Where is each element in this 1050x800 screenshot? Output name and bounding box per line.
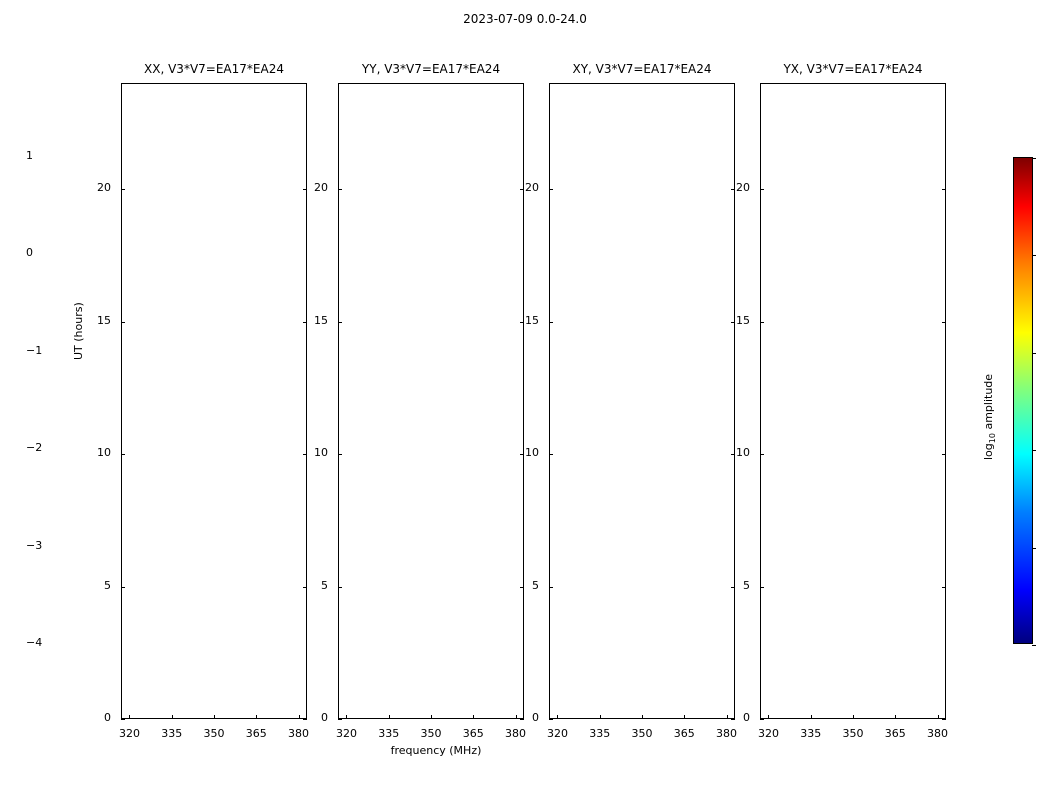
y-tick — [338, 189, 342, 190]
x-tick-label: 365 — [245, 727, 267, 740]
panel-xx — [97, 62, 310, 740]
x-tick — [938, 715, 939, 719]
colorbar-tick-label: −3 — [26, 538, 43, 552]
figure-suptitle: 2023-07-09 0.0-24.0 — [463, 12, 587, 26]
x-tick-label: 365 — [884, 727, 906, 740]
y-tick-label: 10 — [314, 446, 328, 459]
y-tick — [121, 322, 125, 323]
x-tick-label: 365 — [462, 727, 484, 740]
x-tick — [214, 715, 215, 719]
y-tick — [121, 719, 125, 720]
x-tick-label: 320 — [335, 727, 357, 740]
y-tick — [760, 189, 764, 190]
y-tick-right — [942, 189, 946, 190]
panel-yy — [314, 62, 527, 740]
x-tick-label: 380 — [927, 727, 949, 740]
x-axis-label: frequency (MHz) — [390, 744, 482, 757]
colorbar-tick-label: 1 — [26, 149, 33, 162]
y-tick-label: 10 — [97, 446, 111, 459]
y-tick — [338, 719, 342, 720]
x-tick — [600, 715, 601, 719]
x-tick — [473, 715, 474, 719]
colorbar-label — [982, 374, 997, 460]
x-tick-label: 380 — [288, 727, 310, 740]
y-tick — [549, 454, 553, 455]
x-tick-label: 350 — [203, 727, 225, 740]
x-tick-label: 335 — [589, 727, 611, 740]
x-tick — [768, 715, 769, 719]
x-tick-label: 335 — [800, 727, 822, 740]
x-tick — [811, 715, 812, 719]
colorbar-tick — [1032, 255, 1036, 256]
x-tick-label: 335 — [161, 727, 183, 740]
x-tick — [895, 715, 896, 719]
y-tick-label: 15 — [525, 313, 539, 327]
panel-yx-axes — [760, 83, 946, 719]
x-tick-label: 320 — [118, 727, 140, 740]
y-tick — [338, 587, 342, 588]
y-tick-label: 0 — [321, 711, 328, 724]
colorbar-tick-label: −4 — [26, 636, 43, 649]
y-tick — [121, 587, 125, 588]
x-tick — [256, 715, 257, 719]
y-tick-label: 15 — [314, 313, 328, 327]
colorbar-label-base: log — [982, 443, 995, 460]
y-tick-label: 20 — [314, 181, 328, 194]
x-tick — [642, 715, 643, 719]
x-tick-label: 320 — [546, 727, 568, 740]
colorbar-tick — [1032, 353, 1036, 354]
x-tick-label: 380 — [505, 727, 527, 740]
y-tick-right — [942, 719, 946, 720]
y-tick — [121, 454, 125, 455]
x-tick — [431, 715, 432, 719]
y-tick — [549, 322, 553, 323]
y-tick — [760, 322, 764, 323]
x-tick-label: 380 — [716, 727, 738, 740]
x-tick-label: 365 — [673, 727, 695, 740]
y-tick — [121, 189, 125, 190]
panel-xy — [525, 62, 738, 740]
y-tick — [760, 719, 764, 720]
y-tick-label: 20 — [97, 181, 111, 194]
panel-xy-axes — [549, 83, 735, 719]
x-tick-label: 350 — [631, 727, 653, 740]
y-tick-right — [942, 587, 946, 588]
y-tick — [549, 719, 553, 720]
y-tick — [760, 454, 764, 455]
x-tick-label: 350 — [420, 727, 442, 740]
x-tick-label: 320 — [757, 727, 779, 740]
colorbar-tick-label: −1 — [26, 343, 43, 357]
y-tick-label: 15 — [736, 313, 750, 327]
panel-yy-title: YY, V3*V7=EA17*EA24 — [361, 62, 501, 76]
y-tick-label: 5 — [321, 578, 328, 592]
y-tick — [760, 587, 764, 588]
x-tick-label: 335 — [378, 727, 400, 740]
panel-yx — [736, 62, 949, 740]
y-tick-label: 5 — [104, 578, 111, 592]
colorbar-label-tail: amplitude — [982, 373, 995, 434]
x-tick — [172, 715, 173, 719]
colorbar-label-sub: 10 — [988, 433, 998, 444]
y-tick — [338, 454, 342, 455]
panel-yx-title: YX, V3*V7=EA17*EA24 — [783, 62, 923, 76]
y-tick-label: 20 — [736, 181, 750, 194]
y-tick — [338, 322, 342, 323]
y-tick-label: 5 — [743, 578, 750, 592]
x-tick — [129, 715, 130, 719]
y-tick-label: 0 — [532, 711, 539, 724]
x-tick-label: 350 — [842, 727, 864, 740]
colorbar-extend-min — [1013, 646, 1033, 653]
y-tick-label: 15 — [97, 313, 111, 327]
y-axis-label: UT (hours) — [72, 302, 85, 360]
colorbar-tick — [1032, 450, 1036, 451]
y-tick-right — [942, 454, 946, 455]
x-tick — [557, 715, 558, 719]
y-tick-label: 20 — [525, 181, 539, 194]
panel-yy-axes — [338, 83, 524, 719]
y-tick — [549, 587, 553, 588]
y-tick-label: 5 — [532, 578, 539, 592]
panel-xy-title: XY, V3*V7=EA17*EA24 — [572, 62, 712, 76]
colorbar-tick — [1032, 158, 1036, 159]
colorbar-tick-label: −2 — [26, 441, 43, 455]
x-tick — [853, 715, 854, 719]
x-tick — [684, 715, 685, 719]
panel-xx-title: XX, V3*V7=EA17*EA24 — [144, 62, 284, 76]
colorbar — [1013, 157, 1033, 644]
y-tick-label: 0 — [104, 711, 111, 724]
x-tick — [346, 715, 347, 719]
y-tick-label: 10 — [736, 446, 750, 459]
y-tick-label: 0 — [743, 711, 750, 724]
colorbar-tick-label: 0 — [26, 246, 33, 260]
panel-xx-axes — [121, 83, 307, 719]
y-tick — [549, 189, 553, 190]
y-tick-label: 10 — [525, 446, 539, 459]
x-tick — [389, 715, 390, 719]
colorbar-tick — [1032, 548, 1036, 549]
y-tick-right — [942, 322, 946, 323]
